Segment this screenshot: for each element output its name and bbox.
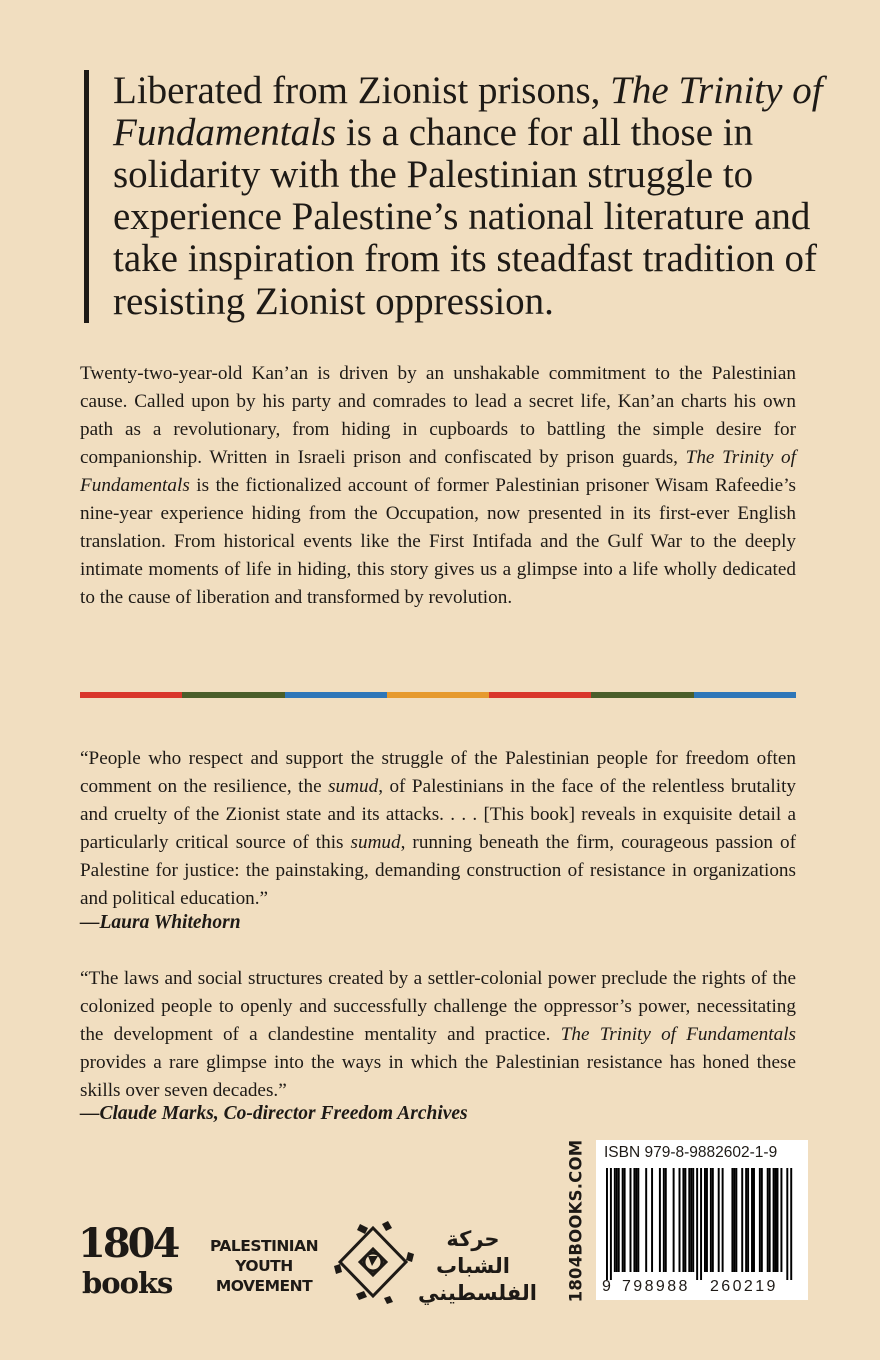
description-part-2: is the fictionalized account of former Palestinian prisoner Wisam Rafeedie’s nine-year experience hiding from the Occupation, now presented in its first-ever English translation. From historical events like the First Intifada and the Gulf War to the deeply intimate moments of life in hiding, this story gives us a glimpse into a life wholly dedicated to the cause of liberation and transformed by revolution. — [80, 475, 796, 608]
blurb-attribution: —Laura Whitehorn — [80, 912, 241, 933]
barcode-bar — [780, 1168, 782, 1272]
publisher-url — [563, 1140, 589, 1302]
blurb-text: , running beneath the firm, courageous passion of Palestine for justice: the painstaking, demanding construction of resistance in organizations and political education.” — [80, 832, 797, 909]
barcode-bar — [684, 1168, 686, 1272]
pym-line: YOUTH — [235, 1257, 293, 1275]
publisher-logo — [78, 1220, 178, 1304]
barcode-left-group: 798988 — [622, 1278, 690, 1295]
pull-quote-text-end: is a chance for all those in solidarity with the Palestinian struggle to experience Palestine’s national literature and take inspiration from its steadfast tradition of resisting Zionist oppression. — [113, 111, 817, 323]
barcode-bar — [775, 1168, 777, 1272]
stripe-segment — [489, 692, 591, 698]
barcode-bar — [637, 1168, 639, 1272]
barcode-bar — [751, 1168, 753, 1272]
publisher-url-text: 1804BOOKS.COM — [566, 1139, 586, 1303]
barcode-bar — [659, 1168, 661, 1272]
stripe-segment — [285, 692, 387, 698]
barcode-bar — [618, 1168, 620, 1272]
barcode-first-digit: 9 — [602, 1278, 611, 1295]
publisher-logo-word: books — [82, 1266, 173, 1300]
barcode-bar — [759, 1168, 761, 1272]
barcode-bar — [688, 1168, 690, 1272]
barcode-bars — [602, 1168, 802, 1280]
barcode-bar — [679, 1168, 681, 1272]
pym-emblem-icon — [330, 1218, 416, 1306]
pull-quote — [84, 70, 843, 323]
barcode-bar — [747, 1168, 749, 1272]
barcode-bar — [773, 1168, 775, 1272]
description-part-1: Twenty-two-year-old Kan’an is driven by an unshakable commitment to the Palestinian cause. Called upon by his party and comrades to lead a secret life, Kan’an charts his own path as a revolutionary, from hiding in cupboards to battling the simple desire for companionship. Written in Israeli prison and confiscated by prison guards, — [80, 363, 796, 468]
blurb-laura-whitehorn — [80, 745, 796, 913]
barcode-bar — [606, 1168, 608, 1280]
stripe-segment — [387, 692, 489, 698]
book-description — [80, 360, 796, 612]
barcode-bar — [733, 1168, 735, 1272]
blurb-text: , of Palestinians in the face of the relentless brutality and cruelty of the Zionist state and its attacks. . . . [This book] reveals in exquisite detail a particularly critical source of this — [80, 776, 796, 853]
barcode-bar — [665, 1168, 667, 1272]
barcode-bar — [633, 1168, 635, 1272]
barcode-bar — [610, 1168, 612, 1280]
pull-quote-text-start: Liberated from Zionist prisons, — [113, 69, 611, 112]
barcode-bar — [767, 1168, 769, 1272]
barcode-bar — [651, 1168, 653, 1272]
barcode-bar — [630, 1168, 632, 1272]
barcode-bar — [635, 1168, 637, 1272]
barcode-bar — [741, 1168, 743, 1272]
barcode-bar — [786, 1168, 788, 1280]
barcode-bar — [777, 1168, 779, 1272]
pym-arabic-name — [418, 1226, 537, 1307]
barcode-bar — [682, 1168, 684, 1272]
blurb-emphasis: sumud — [350, 832, 401, 853]
barcode-bar — [624, 1168, 626, 1272]
barcode-bar — [616, 1168, 618, 1272]
stripe-segment — [694, 692, 796, 698]
barcode-bar — [663, 1168, 665, 1272]
barcode-bar — [614, 1168, 616, 1272]
stripe-segment — [80, 692, 182, 698]
barcode-bar — [753, 1168, 755, 1272]
barcode-bar — [735, 1168, 737, 1272]
blurb-attribution: —Claude Marks, Co-director Freedom Archives — [80, 1103, 468, 1124]
stripe-segment — [591, 692, 693, 698]
isbn-label: ISBN 979-8-9882602-1-9 — [604, 1144, 778, 1161]
blurb-text: “People who respect and support the struggle of the Palestinian people for freedom often comment on the resilience, the — [80, 748, 796, 797]
barcode-bar — [704, 1168, 706, 1272]
blurb-emphasis: sumud — [328, 776, 379, 797]
barcode-bar — [645, 1168, 647, 1272]
arabic-line: الشباب — [435, 1254, 510, 1278]
barcode-right-group: 260219 — [710, 1278, 778, 1295]
barcode-bar — [761, 1168, 763, 1272]
barcode-bar — [745, 1168, 747, 1272]
pym-line: MOVEMENT — [215, 1277, 313, 1295]
pull-quote-book-title: The Trinity of Fundamentals — [113, 69, 823, 155]
isbn-barcode — [596, 1140, 808, 1300]
description-book-title: The Trinity of Fundamentals — [80, 447, 796, 496]
stripe-segment — [182, 692, 284, 698]
barcode-bar — [696, 1168, 698, 1280]
blurb-claude-marks — [80, 965, 796, 1105]
blurb-text: provides a rare glimpse into the ways in which the Palestinian resistance has honed these skills over seven decades.” — [80, 1052, 796, 1101]
barcode-bar — [673, 1168, 675, 1272]
barcode-bar — [790, 1168, 792, 1280]
barcode-bar — [690, 1168, 692, 1272]
pym-line: PALESTINIAN — [209, 1237, 319, 1255]
barcode-bar — [769, 1168, 771, 1272]
barcode-bar — [718, 1168, 720, 1272]
barcode-bar — [712, 1168, 714, 1272]
arabic-line: حركة — [446, 1227, 500, 1251]
barcode-bar — [722, 1168, 724, 1272]
barcode-bar — [692, 1168, 694, 1272]
color-stripe-divider — [80, 692, 796, 698]
publisher-logo-number: 1804 — [78, 1220, 178, 1267]
barcode-bar — [700, 1168, 702, 1280]
blurb-text: “The laws and social structures created by a settler-colonial power preclude the rights of the colonized people to openly and successfully challenge the oppressor’s power, necessitating the development of a clandestine mentality and practice. — [80, 968, 796, 1045]
barcode-bar — [706, 1168, 708, 1272]
barcode-bar — [622, 1168, 624, 1272]
arabic-line: الفلسطيني — [418, 1281, 537, 1305]
pym-logo-text — [205, 1236, 323, 1296]
blurb-emphasis: The Trinity of Fundamentals — [560, 1024, 796, 1045]
barcode-bar — [731, 1168, 733, 1272]
barcode-bar — [710, 1168, 712, 1272]
